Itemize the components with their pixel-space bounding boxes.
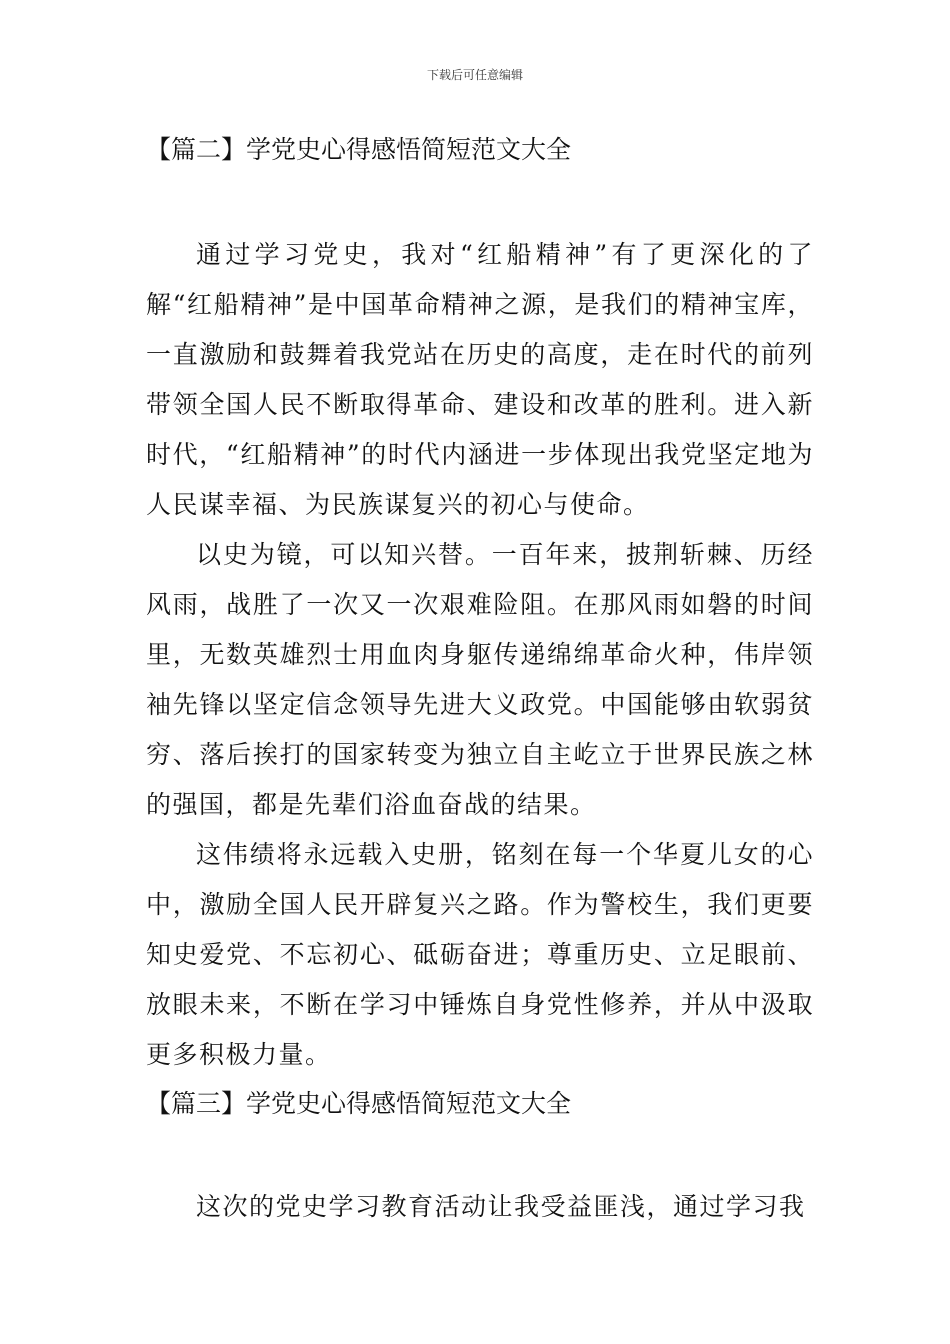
paragraph: 通过学习党史，我对“红船精神”有了更深化的了解“红船精神”是中国革命精神之源，是我们的精神宝库，一直激励和鼓舞着我党站在历史的高度，走在时代的前列带领全国人民不断取得革命、建设和改革的胜利。进入新时代，“红船精神”的时代内涵进一步体现出我党坚定地为人民谋幸福、为民族谋复兴的初心与使命。 — [146, 240, 814, 519]
paragraph: 这伟绩将永远载入史册，铭刻在每一个华夏儿女的心中，激励全国人民开辟复兴之路。作为警校生，我们更要知史爱党、不忘初心、砥砺奋进；尊重历史、立足眼前、放眼未来，不断在学习中锤炼自身党性修养，并从中汲取更多积极力量。 — [146, 840, 814, 1069]
paragraph: 以史为镜，可以知兴替。一百年来，披荆斩棘、历经风雨，战胜了一次又一次艰难险阻。在那风雨如磐的时间里，无数英雄烈士用血肉身躯传递绵绵革命火种，伟岸领袖先锋以坚定信念领导先进大义政党。中国能够由软弱贫穷、落后挨打的国家转变为独立自主屹立于世界民族之林的强国，都是先辈们浴血奋战的结果。 — [146, 540, 814, 819]
page-header: 下载后可任意编辑 — [426, 68, 523, 82]
document-body — [146, 128, 814, 1232]
section-heading: 【篇二】学党史心得感悟简短范文大全 — [146, 135, 572, 164]
paragraph: 这次的党史学习教育活动让我受益匪浅，通过学习我 — [196, 1192, 806, 1221]
section-heading: 【篇三】学党史心得感悟简短范文大全 — [146, 1089, 572, 1118]
